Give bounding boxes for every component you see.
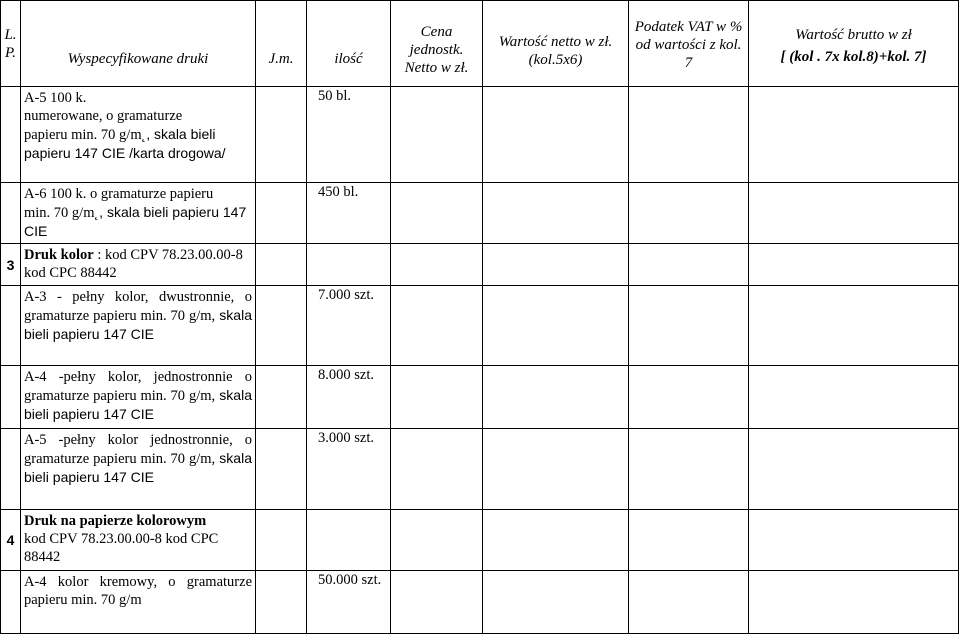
- row-vat: [629, 429, 749, 510]
- row-net-value: [483, 510, 629, 571]
- row-vat: [629, 286, 749, 366]
- header-item: Wyspecyfikowane druki: [21, 1, 256, 87]
- row-net-value: [483, 366, 629, 429]
- row-qty: 50.000 szt.: [307, 571, 391, 634]
- row-description: [21, 366, 256, 429]
- header-unit-price: Cena jednostk. Netto w zł.: [391, 1, 483, 87]
- row-vat: [629, 571, 749, 634]
- row-gross: [749, 87, 959, 183]
- row-qty: 450 bl.: [307, 183, 391, 244]
- header-vat: Podatek VAT w % od wartości z kol. 7: [629, 1, 749, 87]
- row-unit-price: [391, 286, 483, 366]
- row-gross: [749, 366, 959, 429]
- row-description: [21, 510, 256, 571]
- row-vat: [629, 87, 749, 183]
- row-gross: [749, 183, 959, 244]
- desc-text: skala bieli papieru 147 CIE: [24, 387, 252, 422]
- header-qty: ilość: [307, 1, 391, 87]
- row-unit-price: [391, 183, 483, 244]
- row-net-value: [483, 244, 629, 286]
- row-lp: 3: [1, 244, 21, 286]
- row-unit-price: [391, 244, 483, 286]
- row-unit-price: [391, 429, 483, 510]
- row-unit-price: [391, 510, 483, 571]
- header-gross: [749, 1, 959, 87]
- desc-text: numerowane, o gramaturze: [24, 108, 183, 124]
- desc-text: skala bieli papieru 147 CIE: [24, 450, 252, 485]
- table-row: [1, 571, 959, 634]
- row-unit: [256, 87, 307, 183]
- row-qty: 8.000 szt.: [307, 366, 391, 429]
- row-unit-price: [391, 571, 483, 634]
- row-net-value: [483, 183, 629, 244]
- row-qty: [307, 510, 391, 571]
- row-lp: [1, 571, 21, 634]
- desc-text: papieru min. 70 g/m: [24, 127, 142, 143]
- row-gross: [749, 571, 959, 634]
- row-net-value: [483, 571, 629, 634]
- table-row: [1, 87, 959, 183]
- desc-text: kod CPV 78.23.00.00-8 kod CPC 88442: [24, 531, 219, 565]
- desc-text: papieru 147 CIE /karta drogowa/: [24, 145, 226, 161]
- desc-text: ˛, skala bieli: [141, 126, 216, 142]
- row-lp: [1, 286, 21, 366]
- row-lp: 4: [1, 510, 21, 571]
- header-unit: J.m.: [256, 1, 307, 87]
- row-unit: [256, 244, 307, 286]
- row-description: [21, 183, 256, 244]
- row-gross: [749, 510, 959, 571]
- desc-text: ˛, skala bieli papieru 147 CIE: [24, 204, 247, 239]
- row-unit: [256, 571, 307, 634]
- row-description: [21, 87, 256, 183]
- table-row: [1, 366, 959, 429]
- row-gross: [749, 286, 959, 366]
- row-qty: 3.000 szt.: [307, 429, 391, 510]
- row-unit: [256, 286, 307, 366]
- row-unit: [256, 510, 307, 571]
- table-row-section: [1, 244, 959, 286]
- row-qty: 7.000 szt.: [307, 286, 391, 366]
- row-net-value: [483, 286, 629, 366]
- row-vat: [629, 183, 749, 244]
- header-gross-formula: [ (kol . 7x kol.8)+kol. 7]: [780, 48, 927, 65]
- header-gross-label: Wartość brutto w zł: [795, 26, 912, 43]
- row-gross: [749, 429, 959, 510]
- desc-text: : kod CPV 78.23.00.00-8 kod CPC 88442: [24, 247, 243, 281]
- table-row: [1, 183, 959, 244]
- table-row: [1, 429, 959, 510]
- row-net-value: [483, 429, 629, 510]
- row-unit-price: [391, 87, 483, 183]
- desc-text: min. 70 g/m: [24, 205, 95, 221]
- row-description: [21, 429, 256, 510]
- desc-text: A-4 -pełny kolor, jednostronnie o gramaturze papieru min. 70 g/m,: [24, 369, 252, 404]
- header-lp: L. P.: [1, 1, 21, 87]
- row-qty: 50 bl.: [307, 87, 391, 183]
- row-description: [21, 244, 256, 286]
- row-unit: [256, 366, 307, 429]
- desc-text: A-3 - pełny kolor, dwustronnie, o gramaturze papieru min. 70 g/m,: [24, 289, 252, 324]
- row-lp: [1, 183, 21, 244]
- row-qty: [307, 244, 391, 286]
- row-description: [21, 286, 256, 366]
- table-row: [1, 286, 959, 366]
- row-lp: [1, 87, 21, 183]
- header-row: [1, 1, 959, 87]
- row-net-value: [483, 87, 629, 183]
- section-title: Druk kolor: [24, 247, 94, 263]
- desc-text: A-6 100 k. o gramaturze papieru: [24, 186, 214, 202]
- row-unit: [256, 183, 307, 244]
- row-lp: [1, 366, 21, 429]
- header-net-value: Wartość netto w zł. (kol.5x6): [483, 1, 629, 87]
- row-unit: [256, 429, 307, 510]
- row-description: A-4 kolor kremowy, o gramaturze papieru min. 70 g/m: [21, 571, 256, 634]
- table-row-section: [1, 510, 959, 571]
- row-vat: [629, 366, 749, 429]
- row-lp: [1, 429, 21, 510]
- desc-text: A-5 100 k.: [24, 90, 87, 106]
- desc-text: skala bieli papieru 147 CIE: [24, 307, 252, 342]
- desc-text: A-5 -pełny kolor jednostronnie, o gramaturze papieru min. 70 g/m,: [24, 432, 252, 467]
- row-vat: [629, 510, 749, 571]
- section-title: Druk na papierze kolorowym: [24, 513, 207, 529]
- row-vat: [629, 244, 749, 286]
- row-unit-price: [391, 366, 483, 429]
- row-gross: [749, 244, 959, 286]
